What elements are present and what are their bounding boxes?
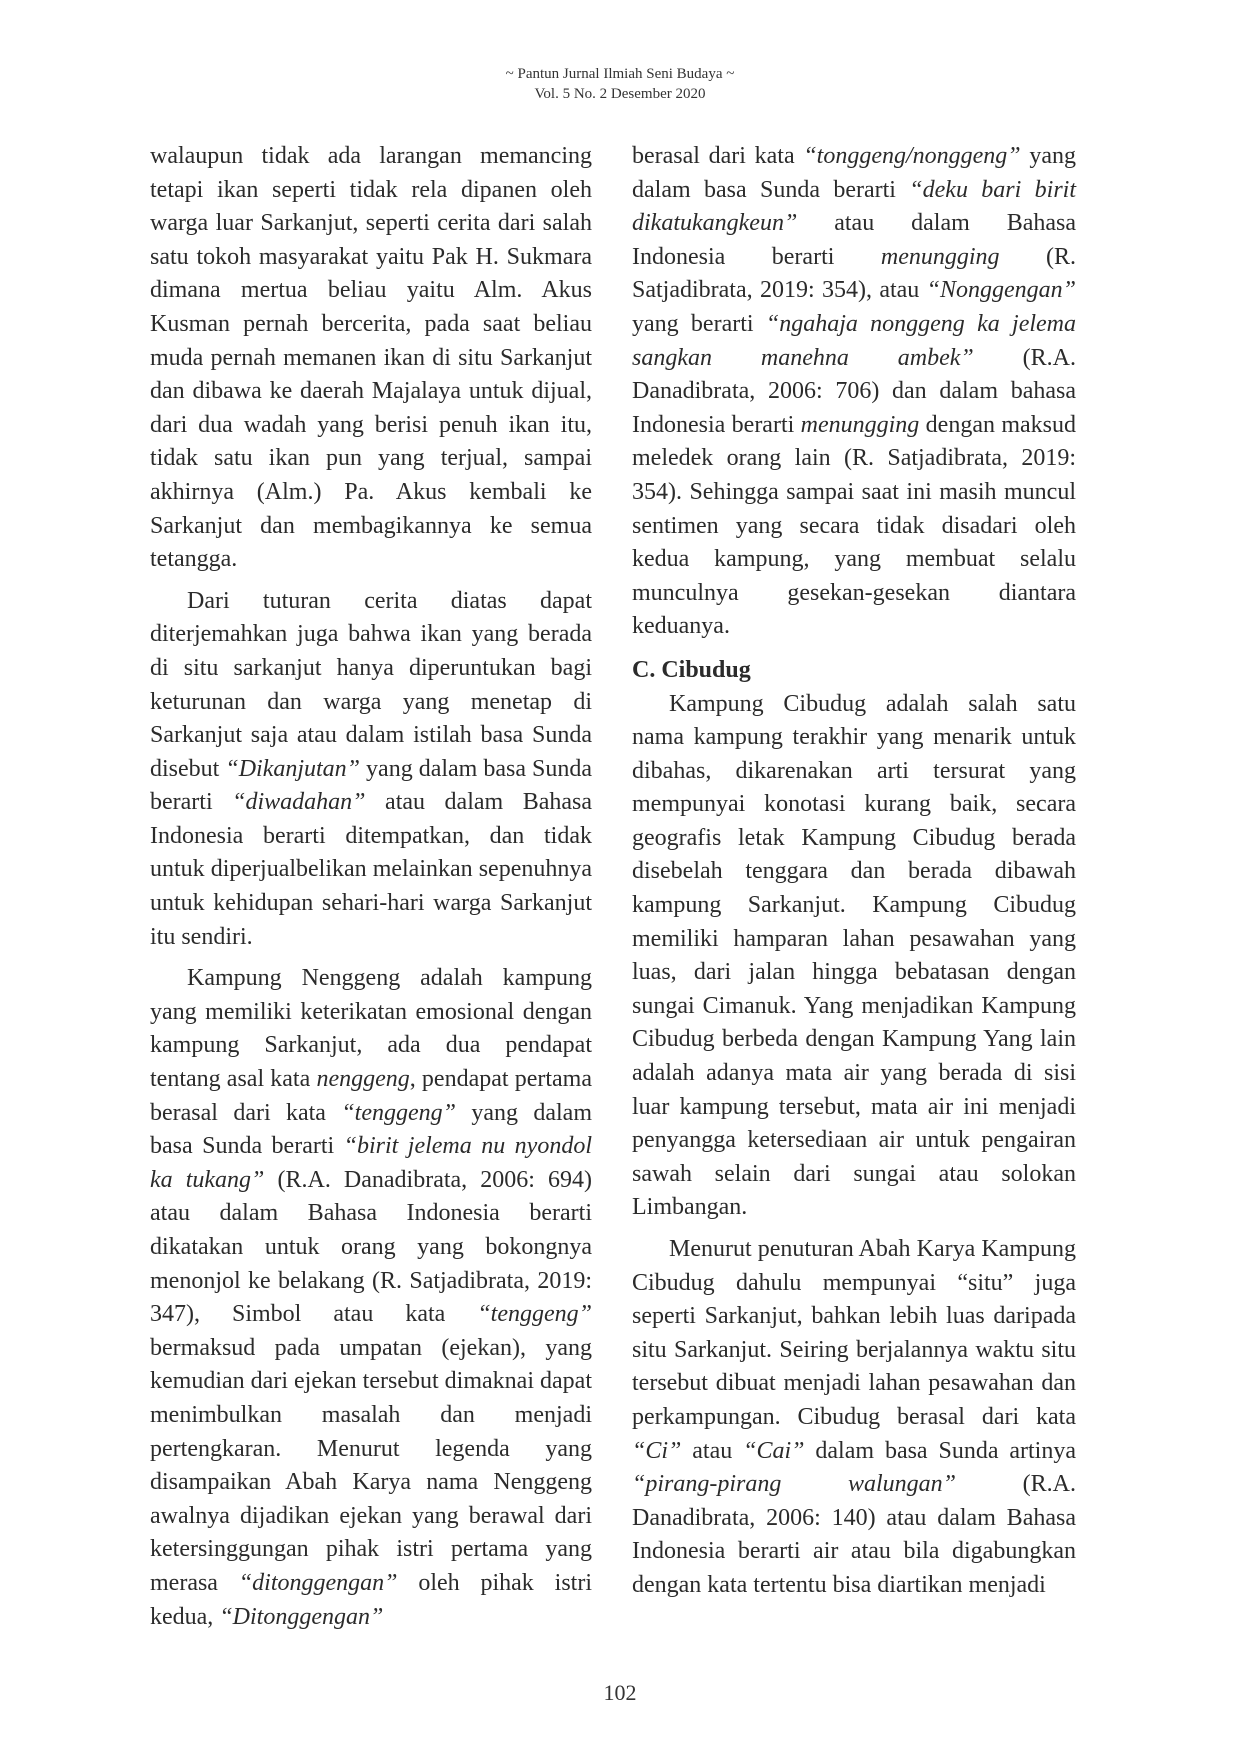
paragraph: Kampung Nenggeng adalah kampung yang memiliki keterikatan emosional dengan kampung Sarkanjut, ada dua pendapat tentang asal kata nenggeng, pendapat pertama berasal dari kata “tenggeng” yang dalam basa Sunda berarti “birit jelema nu nyondol ka tukang” (R.A. Danadibrata, 2006: 694) atau dalam Bahasa Indonesia berarti dikatakan untuk orang yang bokongnya menonjol ke belakang (R. Satjadibrata, 2019: 347), Simbol atau kata “tenggeng” bermaksud pada umpatan (ejekan), yang kemudian dari ejekan tersebut dimaknai dapat menimbulkan masalah dan menjadi pertengkaran. Menurut legenda yang disampaikan Abah Karya nama Nenggeng awalnya dijadikan ejekan yang berawal dari ketersinggungan pihak istri pertama yang merasa “ditonggengan” oleh pihak istri kedua, “Ditonggengan”	[150, 965, 592, 1630]
running-header	[0, 64, 1240, 104]
italic-term: “diwadahan”	[232, 789, 366, 816]
section-heading: C. Cibudug	[632, 656, 751, 683]
page-number: 102	[603, 1680, 637, 1705]
right-column	[632, 140, 1076, 1611]
left-column	[150, 140, 592, 1642]
italic-term: “tonggeng/nonggeng”	[803, 143, 1021, 169]
journal-title: ~ Pantun Jurnal Ilmiah Seni Budaya ~	[505, 66, 735, 82]
italic-term: “Ditonggengan”	[219, 1603, 384, 1630]
italic-term: “deku bari birit dikatukangkeun”	[632, 176, 1076, 237]
journal-volume: Vol. 5 No. 2 Desember 2020	[534, 86, 706, 102]
italic-term: “Dikanjutan”	[225, 755, 361, 782]
italic-term: “ngahaja nonggeng ka jelema sangkan manehna ambek”	[632, 310, 1077, 371]
italic-term: nenggeng	[316, 1066, 410, 1093]
paragraph: Kampung Cibudug adalah salah satu nama kampung terakhir yang menarik untuk dibahas, dikarenakan arti tersurat yang mempunyai konotasi kurang baik, secara geografis letak Kampung Cibudug berada disebelah tenggara dan berada dibawah kampung Sarkanjut. Kampung Cibudug memiliki hamparan lahan pesawahan yang luas, dari jalan hingga bebatasan dengan sungai Cimanuk. Yang menjadikan Kampung Cibudug berbeda dengan Kampung Yang lain adalah adanya mata air yang berada di sisi luar kampung tersebut, mata air ini menjadi penyangga ketersediaan air untuk pengairan sawah selain dari sungai atau solokan Limbangan.	[632, 690, 1076, 1221]
italic-term: “pirang-pirang walungan”	[632, 1471, 957, 1498]
italic-term: “Ci”	[632, 1437, 682, 1464]
italic-term: “birit jelema nu nyondol ka tukang”	[150, 1133, 592, 1193]
paragraph: Dari tuturan cerita diatas dapat diterjemahkan juga bahwa ikan yang berada di situ sarkanjut hanya diperuntukan bagi keturunan dan warga yang menetap di Sarkanjut saja atau dalam istilah basa Sunda disebut “Dikanjutan” yang dalam basa Sunda berarti “diwadahan” atau dalam Bahasa Indonesia berarti ditempatkan, dan tidak untuk diperjualbelikan melainkan sepenuhnya untuk kehidupan sehari-hari warga Sarkanjut itu sendiri.	[150, 587, 593, 950]
italic-term: “Nonggengan”	[926, 277, 1076, 304]
italic-term: “ditonggengan”	[238, 1569, 398, 1596]
italic-term: menungging	[880, 243, 1000, 270]
paragraph: berasal dari kata “tonggeng/nonggeng” yang dalam basa Sunda berarti “deku bari birit dikatukangkeun” atau dalam Bahasa Indonesia berarti menungging (R. Satjadibrata, 2019: 354), atau “Nonggengan” yang berarti “ngahaja nonggeng ka jelema sangkan manehna ambek” (R.A. Danadibrata, 2006: 706) dan dalam bahasa Indonesia berarti menungging dengan maksud meledek orang lain (R. Satjadibrata, 2019: 354). Sehingga sampai saat ini masih muncul sentimen yang secara tidak disadari oleh kedua kampung, yang membuat selalu munculnya gesekan-gesekan diantara keduanya.	[632, 143, 1077, 640]
italic-term: “tenggeng”	[477, 1301, 592, 1328]
italic-term: menungging	[800, 411, 920, 438]
paragraph: Menurut penuturan Abah Karya Kampung Cibudug dahulu mempunyai “situ” juga seperti Sarkanjut, bahkan lebih luas daripada situ Sarkanjut. Seiring berjalannya waktu situ tersebut dibuat menjadi lahan pesawahan dan perkampungan. Cibudug berasal dari kata “Ci” atau “Cai” dalam basa Sunda artinya “pirang-pirang walungan” (R.A. Danadibrata, 2006: 140) atau dalam Bahasa Indonesia berarti air atau bila digabungkan dengan kata tertentu bisa diartikan menjadi	[632, 1236, 1076, 1598]
italic-term: “Cai”	[743, 1437, 805, 1464]
paragraph: walaupun tidak ada larangan memancing tetapi ikan seperti tidak rela dipanen oleh warga luar Sarkanjut, seperti cerita dari salah satu tokoh masyarakat yaitu Pak H. Sukmara dimana mertua beliau yaitu Alm. Akus Kusman pernah bercerita, pada saat beliau muda pernah memanen ikan di situ Sarkanjut dan dibawa ke daerah Majalaya untuk dijual, dari dua wadah yang berisi penuh ikan itu, tidak satu ikan pun yang terjual, sampai akhirnya (Alm.) Pa. Akus kembali ke Sarkanjut dan membagikannya ke semua tetangga.	[150, 143, 592, 573]
italic-term: “tenggeng”	[341, 1099, 456, 1126]
